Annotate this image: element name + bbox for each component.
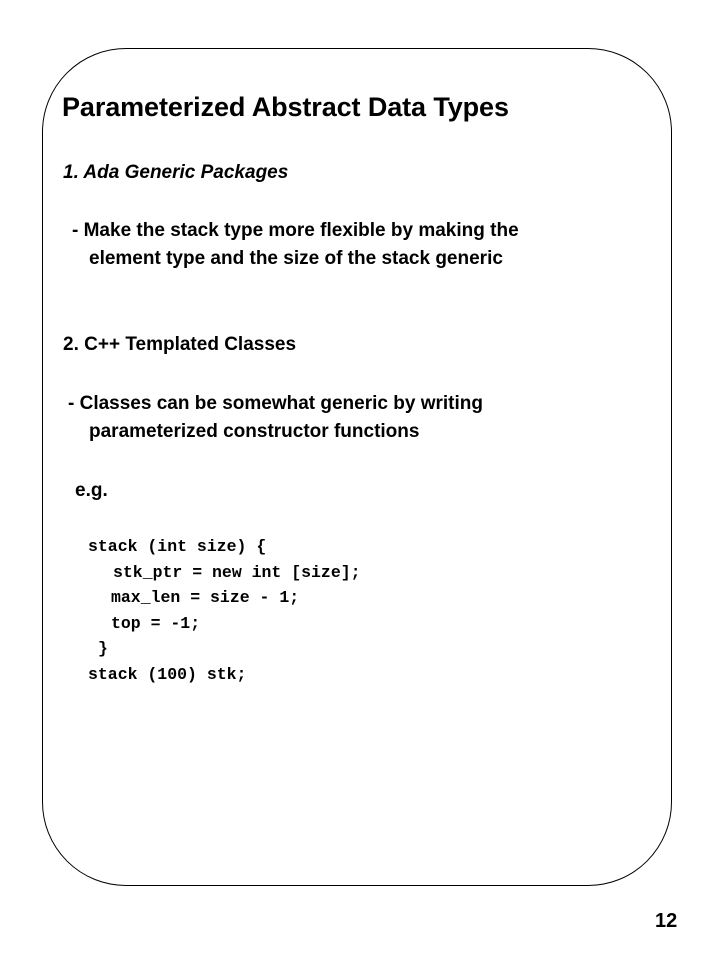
code-block <box>88 534 361 687</box>
ada-bullet <box>72 217 519 273</box>
code-line: stk_ptr = new int [size]; <box>113 562 361 582</box>
ada-bullet-line-2: element type and the size of the stack generic <box>89 248 503 269</box>
code-line: max_len = size - 1; <box>111 588 300 607</box>
ada-bullet-line-1: - Make the stack type more flexible by making the <box>72 220 519 241</box>
slide-title: Parameterized Abstract Data Types <box>62 92 509 122</box>
cpp-bullet-line-1: - Classes can be somewhat generic by writing <box>68 393 483 414</box>
section-ada-heading: 1. Ada Generic Packages <box>63 162 289 183</box>
code-line: } <box>98 639 108 658</box>
section-cpp-heading: 2. C++ Templated Classes <box>63 334 297 355</box>
code-line: stack (int size) { <box>88 537 267 556</box>
cpp-bullet <box>68 390 483 446</box>
page-number: 12 <box>655 910 678 932</box>
code-line: stack (100) stk; <box>88 664 247 684</box>
code-line: top = -1; <box>111 613 201 633</box>
cpp-bullet-line-2: parameterized constructor functions <box>89 421 420 442</box>
example-label: e.g. <box>75 480 108 501</box>
